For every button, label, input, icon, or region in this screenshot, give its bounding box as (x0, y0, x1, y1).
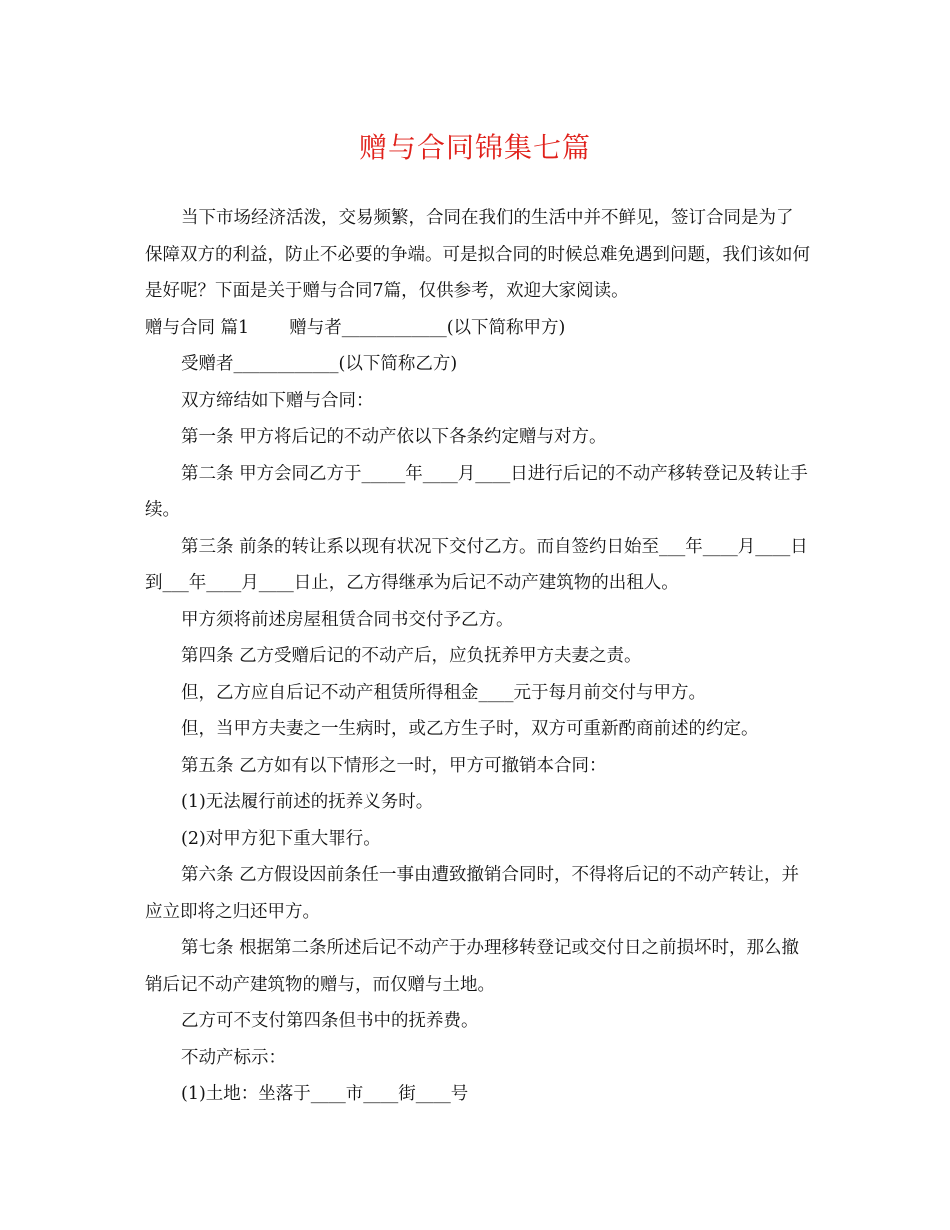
document-title: 赠与合同锦集七篇 (358, 131, 591, 164)
article-5-item-1: (1)无法履行前述的抚养义务时。 (181, 792, 434, 812)
donor-line: 赠与者____________(以下简称甲方) (289, 317, 566, 338)
article-3: 第三条 前条的转让系以现有状况下交付乙方。而自签约日始至___年____月____日到___年____月____日止，乙方得继承为后记不动产建筑物的出租人。 (145, 536, 808, 593)
donee-line: 受赠者____________(以下简称乙方) (181, 354, 458, 374)
article-4-note-1: 但，乙方应自后记不动产租赁所得租金____元于每月前交付与甲方。 (181, 682, 706, 703)
article-2: 第二条 甲方会同乙方于_____年____月____日进行后记的不动产移转登记及转让手续。 (145, 463, 808, 520)
property-item-1: (1)土地：坐落于____市____街____号 (181, 1084, 469, 1104)
article-4: 第四条 乙方受赠后记的不动产后，应负抚养甲方夫妻之责。 (181, 646, 642, 666)
intro-paragraph: 当下市场经济活泼，交易频繁，合同在我们的生活中并不鲜见，签订合同是为了保障双方的利益，防止不必要的争端。可是拟合同的时候总难免遇到问题，我们该如何是好呢？下面是关于赠与合同7篇，仅供参考，欢迎大家阅读。 (145, 208, 810, 301)
document-body (145, 200, 810, 1113)
article-5: 第五条 乙方如有以下情形之一时，甲方可撤销本合同： (181, 755, 607, 776)
article-6: 第六条 乙方假设因前条任一事由遭致撤销合同时，不得将后记的不动产转让，并应立即将之归还甲方。 (145, 865, 800, 922)
article-4-note-2: 但，当甲方夫妻之一生病时，或乙方生子时，双方可重新酌商前述的约定。 (181, 719, 759, 739)
article-7-note: 乙方可不支付第四条但书中的抚养费。 (181, 1011, 479, 1031)
article-5-item-2: (2)对甲方犯下重大罪行。 (181, 828, 381, 849)
property-label: 不动产标示： (181, 1047, 286, 1068)
section-heading: 赠与合同 篇1 (145, 317, 250, 338)
section-heading-line (145, 310, 810, 347)
agreement-line: 双方缔结如下赠与合同： (181, 390, 374, 411)
article-3-note: 甲方须将前述房屋租赁合同书交付予乙方。 (181, 609, 514, 630)
article-1: 第一条 甲方将后记的不动产依以下各条约定赠与对方。 (181, 427, 607, 447)
article-7: 第七条 根据第二条所述后记不动产于办理移转登记或交付日之前损坏时，那么撤销后记不动产建筑物的赠与，而仅赠与土地。 (145, 938, 800, 995)
